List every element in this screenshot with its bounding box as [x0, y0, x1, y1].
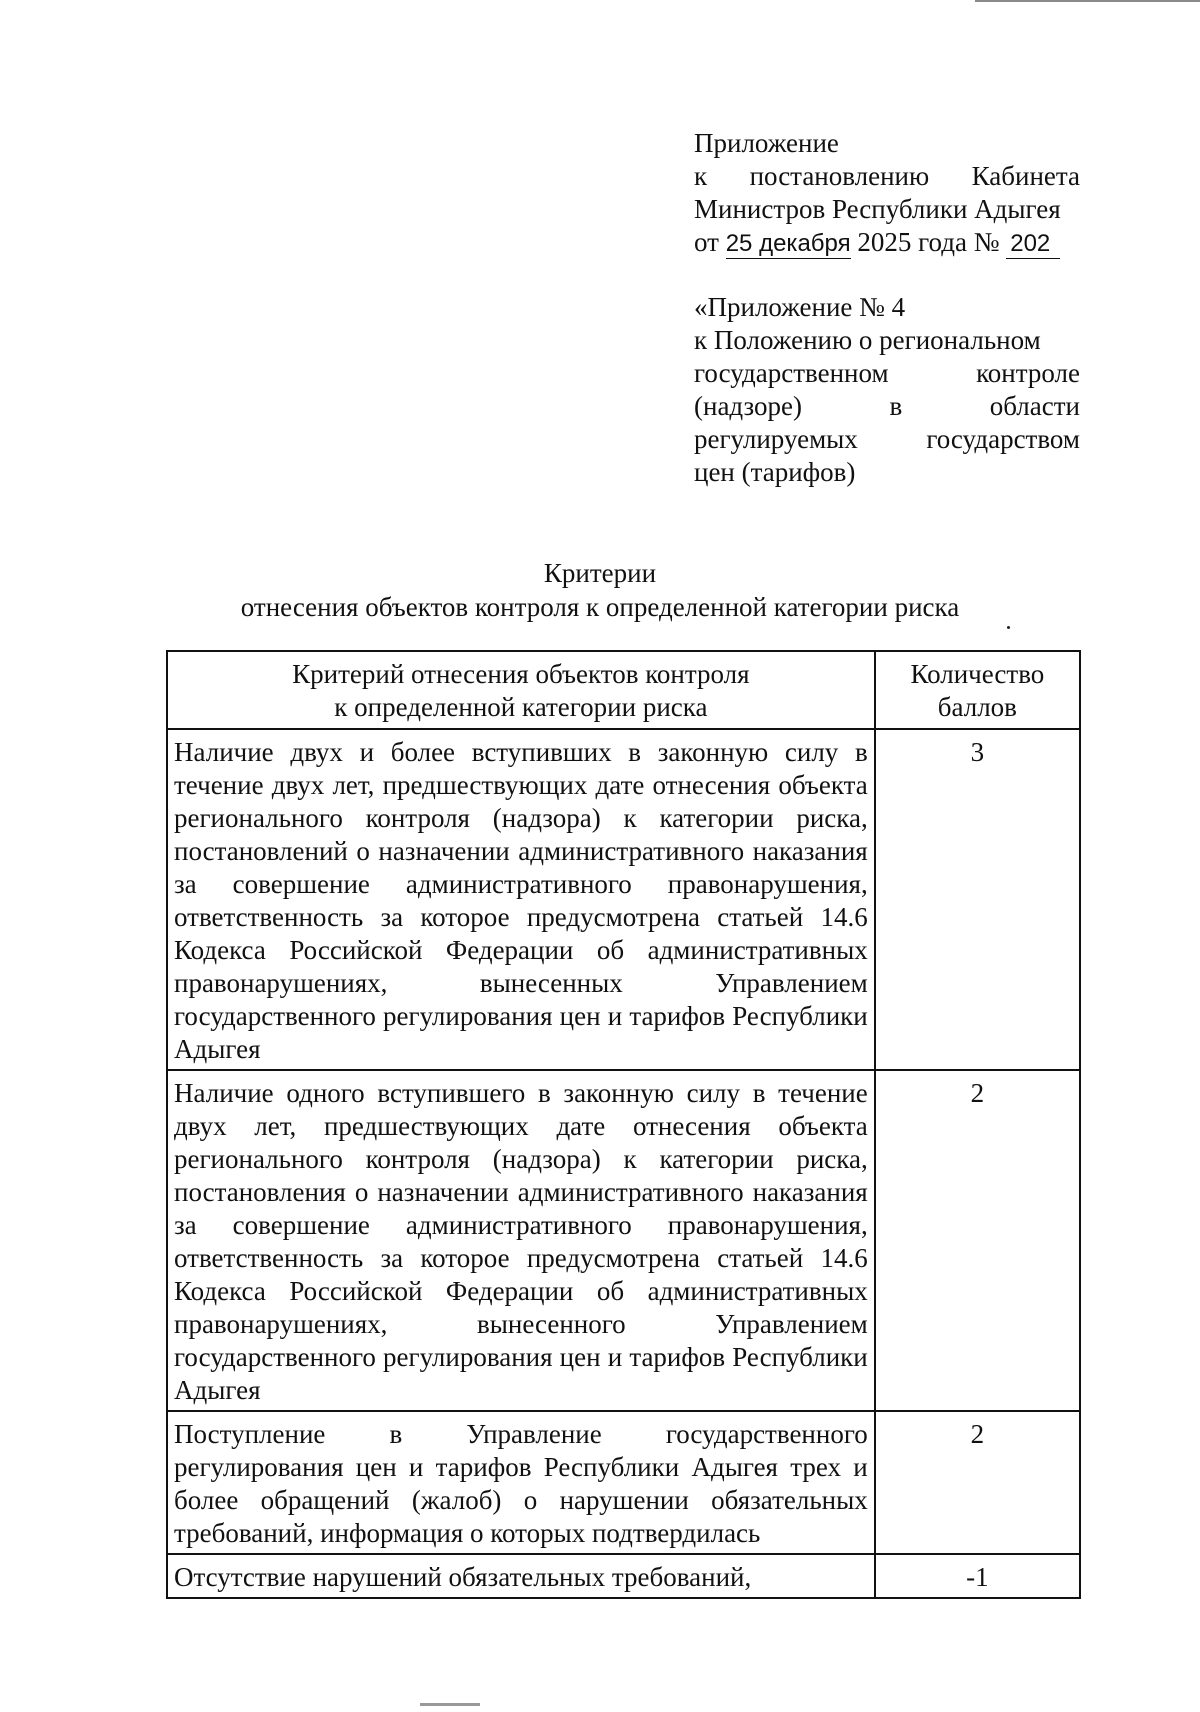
points-cell: -1 [875, 1554, 1080, 1598]
criteria-table [166, 650, 1081, 1599]
points-cell: 3 [875, 729, 1080, 1070]
regulation-reference [694, 291, 1080, 489]
header-points: Количество баллов [875, 651, 1080, 729]
appendix-date-line [694, 226, 1080, 259]
scan-artifact-top [975, 0, 1200, 2]
regulation-line-1: «Приложение № 4 [694, 292, 906, 322]
handwritten-date: 25 декабря [725, 230, 851, 257]
scan-dot [1007, 626, 1010, 629]
table-row [167, 1070, 1080, 1411]
criterion-cell: Наличие одного вступившего в законную силу в течение двух лет, предшествующих дате отнесения объекта регионального контроля (надзора) к категории риска, постановления о назначении административного наказания за совершение административного правонарушения, ответственность за которое предусмотрена статьей 14.6 Кодекса Российской Федерации об административных правонарушениях, вынесенного Управлением государственного регулирования цен и тарифов Республики Адыгея [167, 1070, 875, 1411]
regulation-line-2: к Положению о региональном [694, 325, 1041, 355]
points-cell: 2 [875, 1070, 1080, 1411]
table-header-row [167, 651, 1080, 729]
document-title [0, 556, 1200, 624]
criterion-cell: Поступление в Управление государственного регулирования цен и тарифов Республики Адыгея трех и более обращений (жалоб) о нарушении обязательных требований, информация о которых подтвердилась [167, 1411, 875, 1554]
regulation-line-4: (надзоре) в области [694, 391, 1080, 421]
appendix-line-1: Приложение [694, 128, 839, 158]
criterion-cell: Отсутствие нарушений обязательных требований, [167, 1554, 875, 1598]
handwritten-number: 202 [1006, 230, 1060, 259]
title-line-1: Критерии [543, 558, 657, 588]
scan-artifact-bottom [420, 1703, 480, 1706]
table-row [167, 1554, 1080, 1598]
header-criterion: Критерий отнесения объектов контроля к определенной категории риска [167, 651, 875, 729]
regulation-line-6: цен (тарифов) [694, 457, 856, 487]
appendix-line-3: Министров Республики Адыгея [694, 194, 1061, 224]
date-suffix: 2025 года № [857, 227, 1000, 257]
table-row [167, 729, 1080, 1070]
date-prefix: от [694, 227, 719, 257]
criterion-cell: Наличие двух и более вступивших в законную силу в течение двух лет, предшествующих дате отнесения объекта регионального контроля (надзора) к категории риска, постановлений о назначении административного наказания за совершение административного правонарушения, ответственность за которое предусмотрена статьей 14.6 Кодекса Российской Федерации об административных правонарушениях, вынесенных Управлением государственного регулирования цен и тарифов Республики Адыгея [167, 729, 875, 1070]
regulation-line-3: государственном контроле [694, 358, 1080, 388]
title-line-2: отнесения объектов контроля к определенной категории риска [240, 592, 960, 622]
table-row [167, 1411, 1080, 1554]
appendix-reference [694, 127, 1080, 259]
regulation-line-5: регулируемых государством [694, 424, 1080, 454]
appendix-line-2: к постановлению Кабинета [694, 161, 1080, 191]
points-cell: 2 [875, 1411, 1080, 1554]
